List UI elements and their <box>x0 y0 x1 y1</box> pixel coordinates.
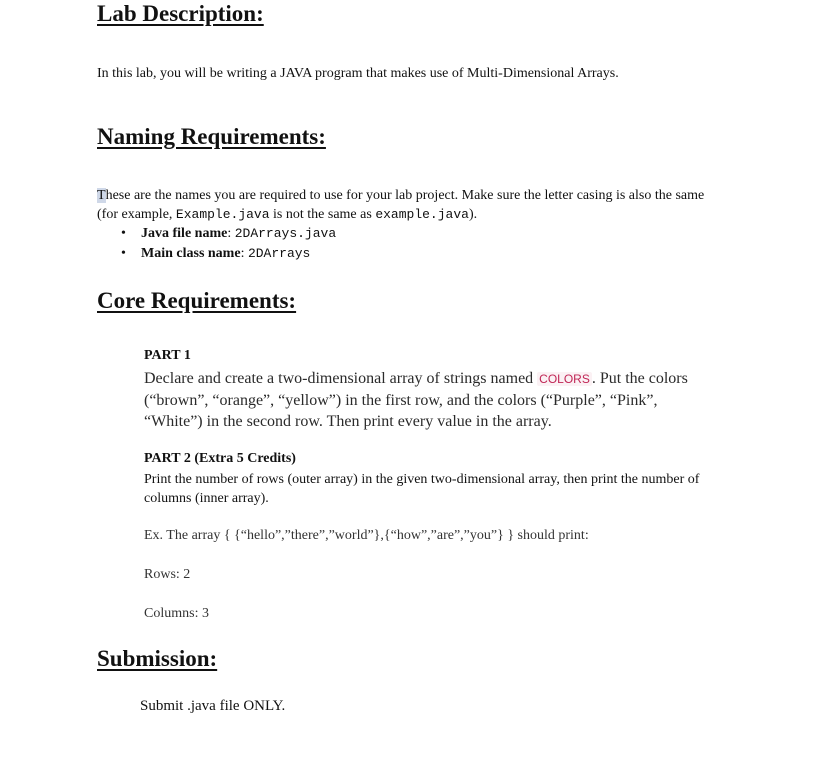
main-class-name-value: 2DArrays <box>247 246 311 261</box>
part1-text-after: . Put the colors (“brown”, “orange”, “yellow”) in the first row, and the colors (“Purple”, “Pink”, “White”) in the second row. Then print every value in the array. <box>144 370 688 430</box>
list-separator: : <box>227 226 235 241</box>
code-example-uppercase: Example.java <box>175 207 270 222</box>
naming-intro-part1: hese are the names you are required to use for your lab project. Make sure the letter casing is also the same (for example, <box>97 188 705 222</box>
text-cursor-highlight: T <box>97 188 106 203</box>
naming-requirements-heading: Naming Requirements: <box>97 124 326 149</box>
lab-description-heading: Lab Description: <box>97 1 264 26</box>
list-item <box>118 244 336 264</box>
bullet-icon: • <box>121 246 126 261</box>
code-example-lowercase: example.java <box>375 207 469 222</box>
part1-description <box>144 368 704 432</box>
core-requirements-heading: Core Requirements: <box>97 288 297 313</box>
example-rows-output: Rows: 2 <box>144 567 191 582</box>
lab-description-text: In this lab, you will be writing a JAVA program that makes use of Multi-Dimensional Arrays. <box>97 66 619 81</box>
naming-intro-part3: ). <box>468 207 478 222</box>
main-class-name-label: Main class name <box>141 246 241 261</box>
naming-requirements-list <box>118 224 336 264</box>
part2-description: Print the number of rows (outer array) in the given two-dimensional array, then print the number of columns (inner array). <box>144 472 700 506</box>
part1-title: PART 1 <box>144 348 191 363</box>
java-file-name-value: 2DArrays.java <box>234 226 337 241</box>
colors-variable-name: COLORS <box>539 372 590 386</box>
part2-title: PART 2 (Extra 5 Credits) <box>144 451 296 466</box>
part1-text-before: Declare and create a two-dimensional array of strings named <box>144 370 538 387</box>
list-separator: : <box>240 246 248 261</box>
java-file-name-label: Java file name <box>141 226 228 241</box>
bullet-icon: • <box>121 226 126 241</box>
submission-heading: Submission: <box>97 646 218 671</box>
naming-intro-text <box>97 186 722 224</box>
list-item <box>118 224 336 244</box>
example-columns-output: Columns: 3 <box>144 606 209 621</box>
part2-example: Ex. The array { {“hello”,”there”,”world”},{“how”,”are”,”you”} } should print: <box>144 528 589 543</box>
naming-intro-part2: is not the same as <box>269 207 376 222</box>
submission-text: Submit .java file ONLY. <box>140 698 286 714</box>
